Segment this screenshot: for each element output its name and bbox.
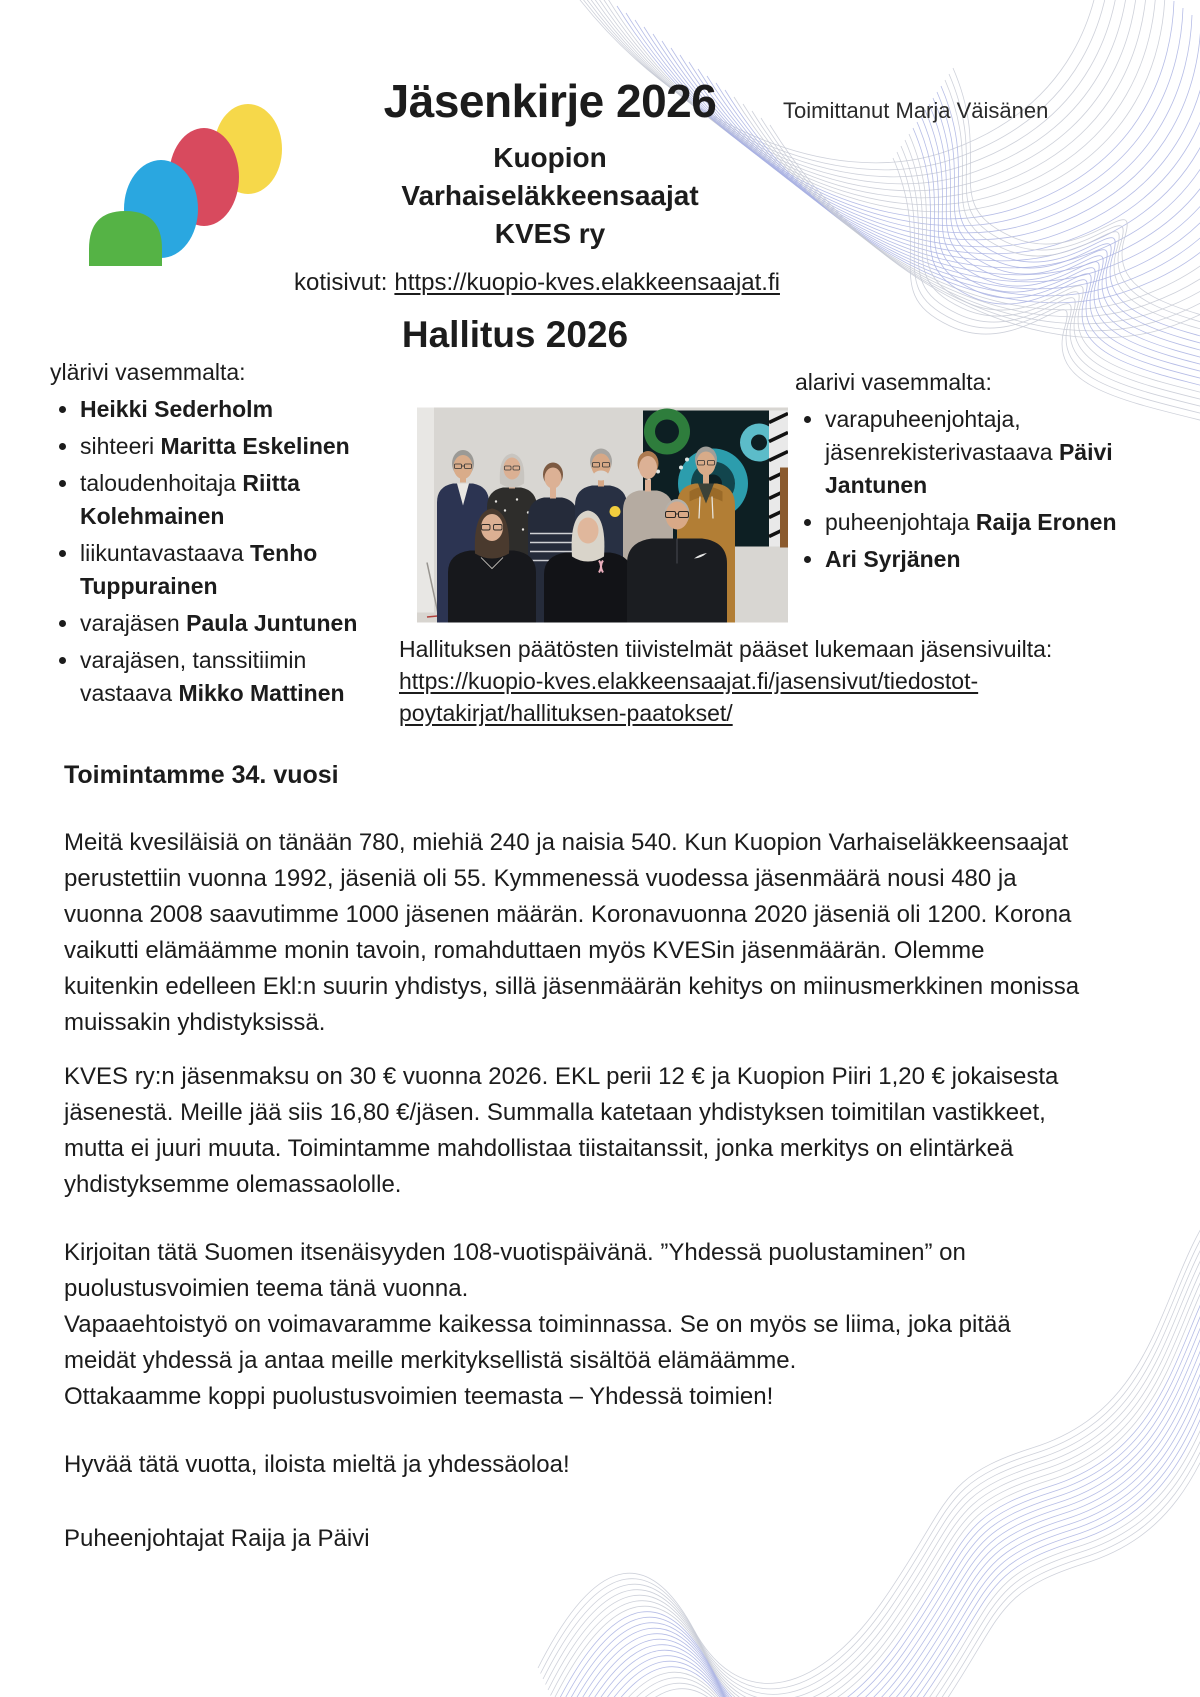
board-top-row bbox=[50, 356, 398, 714]
article-paragraph-3 bbox=[64, 1235, 1084, 1415]
board-member: • varapuheenjohtaja, jäsenrekisterivastaava Päivi Jantunen bbox=[825, 403, 1155, 502]
article-paragraph-1: Meitä kvesiläisiä on tänään 780, miehiä 240 ja naisia 540. Kun Kuopion Varhaiseläkkeensaajat perustettiin vuonna 1992, jäseniä oli 55. Kymmenessä vuodessa jäsenmäärä nousi 480 ja vuonna 2008 saavutimme 1000 jäsenen määrän. Koronavuonna 2020 jäseniä oli 1200. Korona vaikutti elämäämme monin tavoin, romahduttaen myös KVESin jäsenmäärän. Olemme kuitenkin edelleen Ekl:n suurin yhdistys, sillä jäsenmäärän kehitys on miinusmerkkinen monissa muissakin yhdistyksissä. bbox=[64, 829, 1080, 1036]
board-member: • varajäsen, tanssitiimin vastaava Mikko Mattinen bbox=[80, 644, 398, 710]
homepage-link[interactable]: https://kuopio-kves.elakkeensaajat.fi bbox=[394, 269, 780, 296]
bottom-row-list bbox=[795, 403, 1155, 576]
article-signature: Puheenjohtajat Raija ja Päivi bbox=[64, 1525, 370, 1552]
article-line: Ottakaamme koppi puolustusvoimien teemasta – Yhdessä toimien! bbox=[64, 1383, 774, 1410]
org-line-1: Kuopion bbox=[493, 141, 607, 173]
homepage-label: kotisivut: bbox=[294, 269, 388, 296]
board-decisions-note bbox=[399, 633, 1131, 729]
article-paragraph-2: KVES ry:n jäsenmaksu on 30 € vuonna 2026. EKL perii 12 € ja Kuopion Piiri 1,20 € jokaisesta jäsenestä. Meille jää siis 16,80 €/jäsen. Summalla katetaan yhdistyksen toimitilan vastikkeet, mutta ei juuri muuta. Toimintamme mahdollistaa tiistaitanssit, jonka merkitys on elintärkeä yhdistyksemme olemassaololle. bbox=[64, 1063, 1059, 1198]
board-member: • varajäsen Paula Juntunen bbox=[80, 607, 398, 640]
decisions-intro: Hallituksen päätösten tiivistelmät pääset lukemaan jäsensivuilta: bbox=[399, 636, 1053, 662]
board-photo bbox=[417, 407, 788, 623]
article-closing: Hyvää tätä vuotta, iloista mieltä ja yhdessäoloa! bbox=[64, 1451, 570, 1478]
article-line: Kirjoitan tätä Suomen itsenäisyyden 108-vuotispäivänä. ”Yhdessä puolustaminen” on puolustusvoimien teema tänä vuonna. bbox=[64, 1239, 966, 1302]
decisions-link[interactable]: https://kuopio-kves.elakkeensaajat.fi/jasensivut/tiedostot-poytakirjat/hallituksen-paatokset/ bbox=[399, 668, 979, 726]
bottom-row-caption: alarivi vasemmalta: bbox=[795, 369, 992, 395]
newsletter-title: Jäsenkirje 2026 bbox=[383, 75, 717, 127]
board-member: • puheenjohtaja Raija Eronen bbox=[825, 506, 1155, 539]
article bbox=[64, 757, 1084, 1557]
board-member: • Heikki Sederholm bbox=[80, 393, 398, 426]
homepage-line bbox=[187, 269, 887, 297]
board-member: • taloudenhoitaja Riitta Kolehmainen bbox=[80, 467, 398, 533]
board-member: • sihteeri Maritta Eskelinen bbox=[80, 430, 398, 463]
org-line-3: KVES ry bbox=[494, 217, 606, 249]
article-line: Vapaaehtoistyö on voimavaramme kaikessa toiminnassa. Se on myös se liima, joka pitää meidät yhdessä ja antaa meille merkityksellistä sisältöä elämäämme. bbox=[64, 1311, 1011, 1374]
board-member: • Ari Syrjänen bbox=[825, 543, 1155, 576]
board-photo-illustration bbox=[417, 407, 788, 623]
organization-name bbox=[300, 139, 800, 253]
board-bottom-row bbox=[795, 366, 1155, 580]
board-member: • liikuntavastaava Tenho Tuppurainen bbox=[80, 537, 398, 603]
article-heading: Toimintamme 34. vuosi bbox=[64, 761, 339, 789]
top-row-list bbox=[50, 393, 398, 710]
association-logo bbox=[88, 103, 285, 270]
board-heading: Hallitus 2026 bbox=[401, 314, 629, 355]
logo-dome-green bbox=[89, 211, 162, 266]
editor-credit: Toimittanut Marja Väisänen bbox=[783, 98, 1049, 123]
masthead bbox=[300, 76, 800, 253]
top-row-caption: ylärivi vasemmalta: bbox=[50, 359, 246, 385]
org-line-2: Varhaiseläkkeensaajat bbox=[401, 179, 699, 211]
